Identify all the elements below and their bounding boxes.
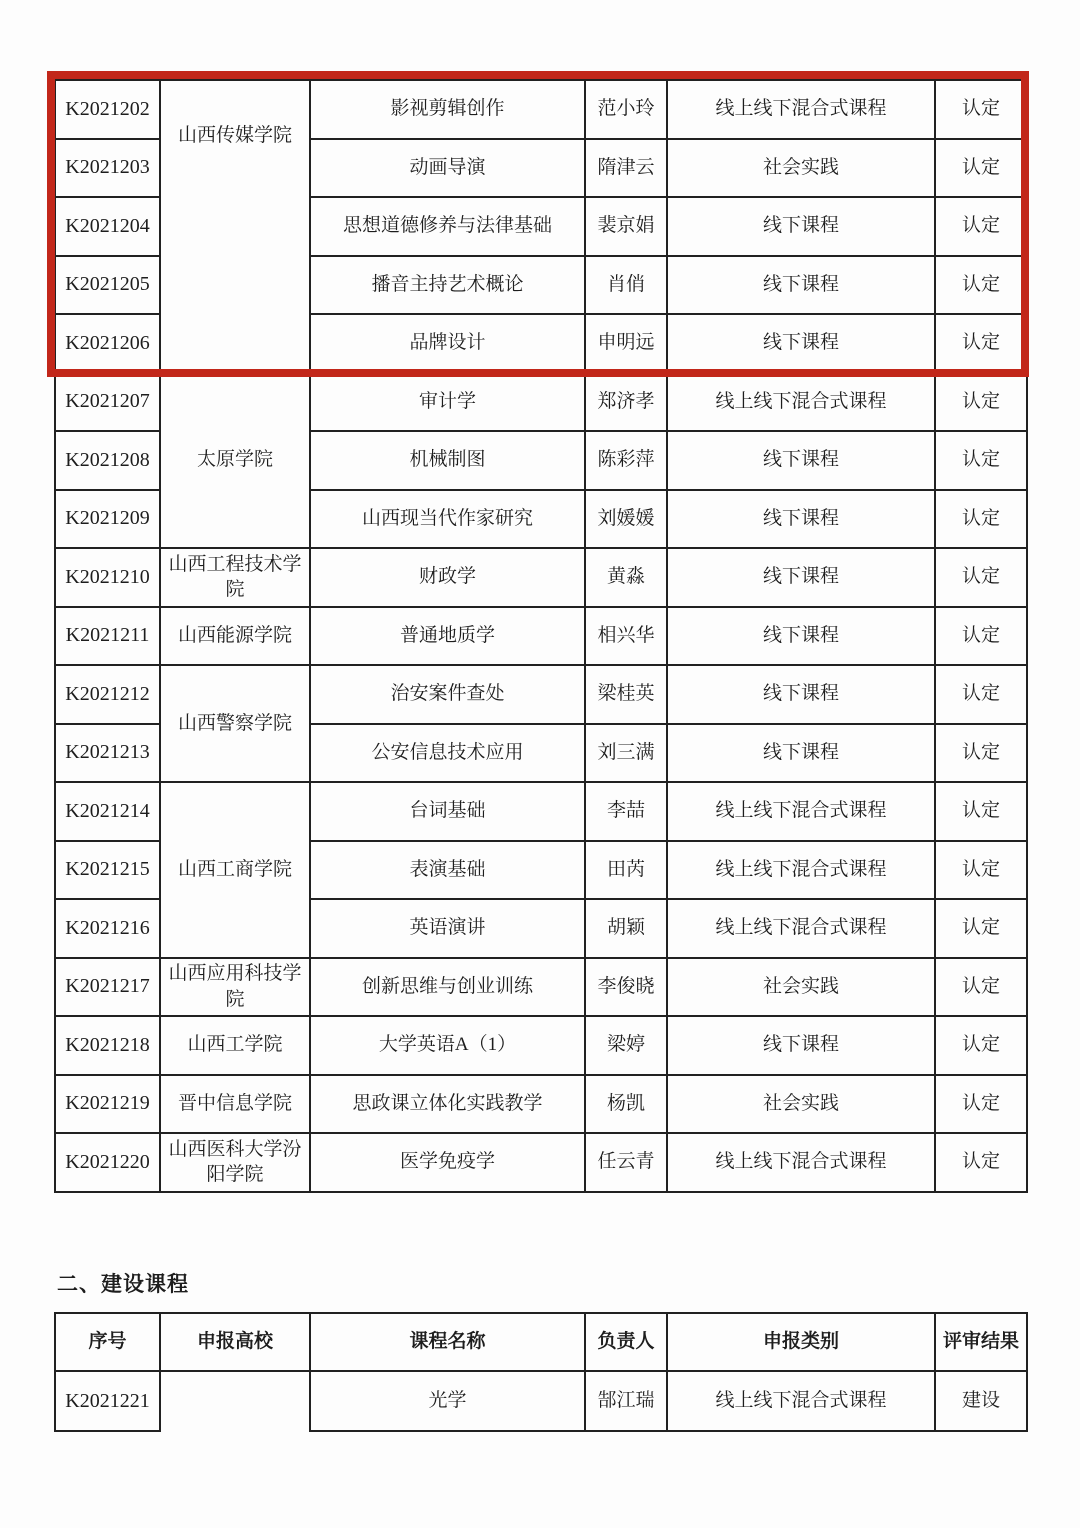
course-cell: 审计学: [310, 373, 585, 432]
course-cell: 表演基础: [310, 841, 585, 900]
category-cell: 社会实践: [667, 139, 935, 198]
table-row: [55, 1133, 1027, 1192]
result-cell: 认定: [935, 1016, 1027, 1075]
course-cell: 播音主持艺术概论: [310, 256, 585, 315]
result-cell: 认定: [935, 431, 1027, 490]
table-row: [55, 548, 1027, 607]
result-cell: 建设: [935, 1371, 1027, 1431]
course-cell: 思想道德修养与法律基础: [310, 197, 585, 256]
leader-cell: 裴京娟: [585, 197, 667, 256]
category-cell: 线下课程: [667, 490, 935, 549]
leader-cell: 隋津云: [585, 139, 667, 198]
course-cell: 机械制图: [310, 431, 585, 490]
school-cell: [160, 1371, 310, 1431]
school-cell: 山西警察学院: [160, 665, 310, 782]
result-cell: 认定: [935, 256, 1027, 315]
result-cell: 认定: [935, 197, 1027, 256]
section-title: 二、建设课程: [57, 1273, 189, 1296]
category-cell: 社会实践: [667, 958, 935, 1017]
serial-cell: K2021204: [55, 197, 160, 256]
leader-cell: 申明远: [585, 314, 667, 373]
table-row: [55, 373, 1027, 432]
serial-cell: K2021209: [55, 490, 160, 549]
table-row: [55, 607, 1027, 666]
leader-cell: 田芮: [585, 841, 667, 900]
category-cell: 线下课程: [667, 724, 935, 783]
category-cell: 线上线下混合式课程: [667, 80, 935, 139]
course-cell: 品牌设计: [310, 314, 585, 373]
school-cell: 山西工商学院: [160, 782, 310, 958]
category-cell: 线下课程: [667, 607, 935, 666]
leader-cell: 任云青: [585, 1133, 667, 1192]
course-cell: 思政课立体化实践教学: [310, 1075, 585, 1134]
construction-courses-table: [54, 1312, 1028, 1432]
leader-cell: 黄淼: [585, 548, 667, 607]
course-cell: 治安案件查处: [310, 665, 585, 724]
serial-cell: K2021214: [55, 782, 160, 841]
course-cell: 财政学: [310, 548, 585, 607]
serial-cell: K2021219: [55, 1075, 160, 1134]
category-cell: 线下课程: [667, 314, 935, 373]
table-row: [55, 1075, 1027, 1134]
serial-cell: K2021220: [55, 1133, 160, 1192]
school-cell: 山西工学院: [160, 1016, 310, 1075]
result-cell: 认定: [935, 782, 1027, 841]
result-cell: 认定: [935, 958, 1027, 1017]
table-row: [55, 1016, 1027, 1075]
leader-cell: 郜江瑞: [585, 1371, 667, 1431]
leader-cell: 梁桂英: [585, 665, 667, 724]
leader-cell: 李喆: [585, 782, 667, 841]
result-cell: 认定: [935, 899, 1027, 958]
course-cell: 山西现当代作家研究: [310, 490, 585, 549]
header-cell: 申报高校: [160, 1313, 310, 1371]
result-cell: 认定: [935, 80, 1027, 139]
result-cell: 认定: [935, 841, 1027, 900]
category-cell: 线上线下混合式课程: [667, 373, 935, 432]
course-cell: 普通地质学: [310, 607, 585, 666]
serial-cell: K2021217: [55, 958, 160, 1017]
leader-cell: 胡颖: [585, 899, 667, 958]
school-cell: 山西传媒学院: [160, 80, 310, 373]
header-cell: 评审结果: [935, 1313, 1027, 1371]
header-cell: 序号: [55, 1313, 160, 1371]
serial-cell: K2021205: [55, 256, 160, 315]
serial-cell: K2021208: [55, 431, 160, 490]
result-cell: 认定: [935, 139, 1027, 198]
result-cell: 认定: [935, 373, 1027, 432]
header-cell: 负责人: [585, 1313, 667, 1371]
serial-cell: K2021202: [55, 80, 160, 139]
header-cell: 课程名称: [310, 1313, 585, 1371]
category-cell: 线下课程: [667, 1016, 935, 1075]
result-cell: 认定: [935, 1133, 1027, 1192]
course-cell: 英语演讲: [310, 899, 585, 958]
category-cell: 线上线下混合式课程: [667, 841, 935, 900]
serial-cell: K2021212: [55, 665, 160, 724]
table-row: [55, 665, 1027, 724]
serial-cell: K2021218: [55, 1016, 160, 1075]
header-cell: 申报类别: [667, 1313, 935, 1371]
header-row: [55, 1313, 1027, 1371]
leader-cell: 刘三满: [585, 724, 667, 783]
school-cell: 山西能源学院: [160, 607, 310, 666]
course-cell: 公安信息技术应用: [310, 724, 585, 783]
certified-courses-table: [54, 79, 1028, 1193]
course-cell: 创新思维与创业训练: [310, 958, 585, 1017]
leader-cell: 陈彩萍: [585, 431, 667, 490]
category-cell: 线上线下混合式课程: [667, 1371, 935, 1431]
school-cell: 晋中信息学院: [160, 1075, 310, 1134]
certified-table-body: [55, 80, 1027, 1192]
result-cell: 认定: [935, 724, 1027, 783]
result-cell: 认定: [935, 1075, 1027, 1134]
category-cell: 线下课程: [667, 197, 935, 256]
category-cell: 线下课程: [667, 256, 935, 315]
serial-cell: K2021211: [55, 607, 160, 666]
course-cell: 台词基础: [310, 782, 585, 841]
school-cell: 太原学院: [160, 373, 310, 549]
table-row: [55, 782, 1027, 841]
leader-cell: 梁婷: [585, 1016, 667, 1075]
leader-cell: 范小玲: [585, 80, 667, 139]
school-cell: 山西医科大学汾阳学院: [160, 1133, 310, 1192]
construction-table-head: [55, 1313, 1027, 1371]
course-cell: 医学免疫学: [310, 1133, 585, 1192]
serial-cell: K2021221: [55, 1371, 160, 1431]
leader-cell: 李俊晓: [585, 958, 667, 1017]
result-cell: 认定: [935, 607, 1027, 666]
category-cell: 线上线下混合式课程: [667, 782, 935, 841]
leader-cell: 相兴华: [585, 607, 667, 666]
school-cell: 山西工程技术学院: [160, 548, 310, 607]
table-row: [55, 80, 1027, 139]
serial-cell: K2021203: [55, 139, 160, 198]
table-row: [55, 958, 1027, 1017]
serial-cell: K2021213: [55, 724, 160, 783]
leader-cell: 郑济孝: [585, 373, 667, 432]
category-cell: 线下课程: [667, 665, 935, 724]
serial-cell: K2021206: [55, 314, 160, 373]
serial-cell: K2021215: [55, 841, 160, 900]
serial-cell: K2021216: [55, 899, 160, 958]
category-cell: 线上线下混合式课程: [667, 899, 935, 958]
category-cell: 社会实践: [667, 1075, 935, 1134]
result-cell: 认定: [935, 314, 1027, 373]
construction-table-body: [55, 1371, 1027, 1431]
result-cell: 认定: [935, 548, 1027, 607]
course-cell: 影视剪辑创作: [310, 80, 585, 139]
leader-cell: 肖俏: [585, 256, 667, 315]
course-cell: 大学英语A（1）: [310, 1016, 585, 1075]
category-cell: 线下课程: [667, 431, 935, 490]
category-cell: 线下课程: [667, 548, 935, 607]
school-cell: 山西应用科技学院: [160, 958, 310, 1017]
result-cell: 认定: [935, 665, 1027, 724]
leader-cell: 杨凯: [585, 1075, 667, 1134]
table-row: [55, 1371, 1027, 1431]
serial-cell: K2021207: [55, 373, 160, 432]
serial-cell: K2021210: [55, 548, 160, 607]
category-cell: 线上线下混合式课程: [667, 1133, 935, 1192]
course-cell: 动画导演: [310, 139, 585, 198]
leader-cell: 刘媛媛: [585, 490, 667, 549]
result-cell: 认定: [935, 490, 1027, 549]
course-cell: 光学: [310, 1371, 585, 1431]
